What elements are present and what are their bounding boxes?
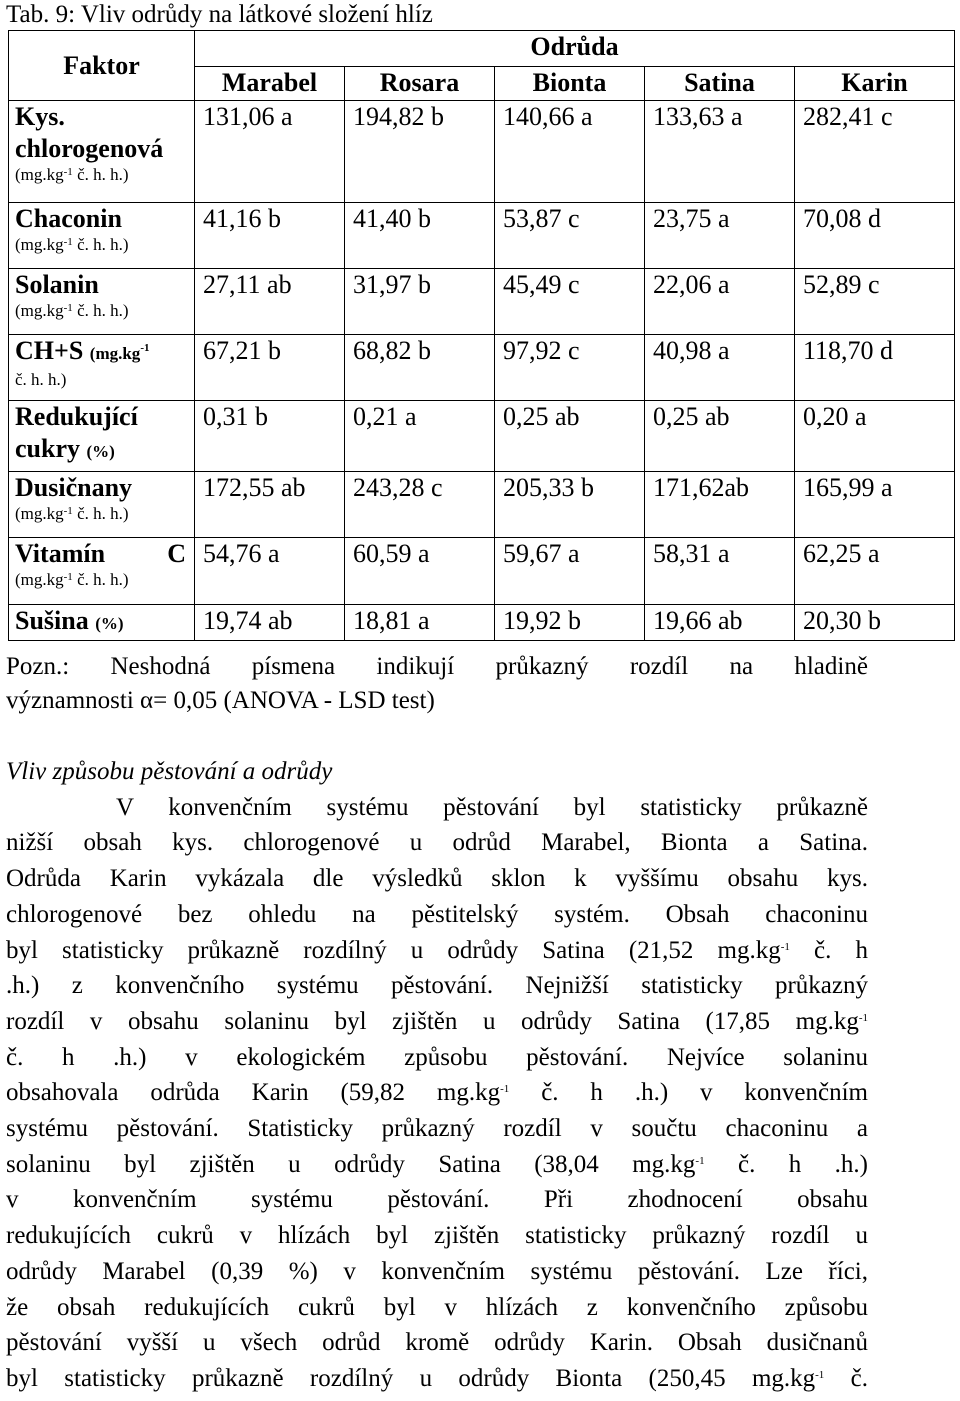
note-word: písmena xyxy=(251,653,336,680)
value-cell: 58,31 a xyxy=(645,538,795,605)
paragraph-line: V konvenčním systému pěstování byl statisticky průkazně xyxy=(116,793,868,821)
factor-name-text: CH+S xyxy=(15,336,84,365)
value-cell: 97,92 c xyxy=(495,335,645,401)
factor-name xyxy=(15,433,194,468)
factor-name-text: Solanin xyxy=(15,270,99,299)
factor-name-text: Dusičnany xyxy=(15,473,133,502)
value-cell: 19,66 ab xyxy=(645,605,795,641)
note-word: indikují xyxy=(376,653,455,680)
factor-unit: (%) xyxy=(86,442,115,461)
value-cell: 22,06 a xyxy=(645,269,795,335)
value-cell: 172,55 ab xyxy=(195,472,345,538)
value-cell: 19,74 ab xyxy=(195,605,345,641)
value-cell: 41,16 b xyxy=(195,203,345,269)
factor-name-text: Chaconin xyxy=(15,204,122,233)
factor-cell xyxy=(9,605,195,641)
note-word: na xyxy=(729,653,754,680)
value-cell: 31,97 b xyxy=(345,269,495,335)
value-cell: 0,25 ab xyxy=(645,401,795,472)
unit-exponent: -1 xyxy=(63,166,73,178)
factor-name xyxy=(15,101,194,133)
factor-name xyxy=(15,401,194,433)
paragraph-line: byl statisticky průkazně rozdílný u odrůdy Satina (21,52 $mg.kg^{-1}$ č. h xyxy=(6,936,868,964)
unit-exponent: -1 xyxy=(63,505,73,517)
unit-exponent: -1 xyxy=(63,236,73,248)
value-cell: 194,82 b xyxy=(345,101,495,203)
factor-name-text: cukry xyxy=(15,434,80,463)
paragraph-line: že obsah redukujících cukrů byl v hlízách z konvenčního způsobu xyxy=(6,1293,868,1321)
paragraph-line: obsahovala odrůda Karin (59,82 $mg.kg^{-1}$ č. h .h.) v konvenčním xyxy=(6,1079,869,1107)
value-cell: 0,20 a xyxy=(795,401,955,472)
value-cell: 19,92 b xyxy=(495,605,645,641)
factor-unit: ($mg.kg^{-1}$ č. h. h.) xyxy=(15,235,129,254)
value-cell: 0,21 a xyxy=(345,401,495,472)
variety-header-marabel: Marabel xyxy=(195,67,345,101)
value-cell: 40,98 a xyxy=(645,335,795,401)
paragraph-line: redukujících cukrů v hlízách byl zjištěn statisticky průkazný rozdíl u xyxy=(6,1222,868,1250)
factor-name xyxy=(15,133,194,165)
factor-unit: (mg.kg xyxy=(89,344,141,363)
table-note xyxy=(6,650,868,718)
paragraph-line: odrůdy Marabel (0,39 %) v konvenčním systému pěstování. Lze říci, xyxy=(6,1257,868,1285)
factor-unit-tail: č. h. h.) xyxy=(15,370,67,389)
value-cell: 45,49 c xyxy=(495,269,645,335)
factor-name xyxy=(15,605,194,640)
factor-name xyxy=(15,269,194,301)
value-cell: 133,63 a xyxy=(645,101,795,203)
unit-exponent: -1 xyxy=(63,302,73,314)
variety-header-karin: Karin xyxy=(795,67,955,101)
table-caption: Tab. 9: Vliv odrůdy na látkové složení hlíz xyxy=(6,1,433,28)
factor-unit: (%) xyxy=(95,614,124,633)
table-row xyxy=(9,472,955,538)
paragraph-line: chlorogenové bez ohledu na pěstitelský systém. Obsah chaconinu xyxy=(6,900,868,928)
text-section xyxy=(6,754,868,1397)
factor-name xyxy=(15,538,194,570)
value-cell: 18,81 a xyxy=(345,605,495,641)
paragraph-line: rozdíl v obsahu solaninu byl zjištěn u odrůdy Satina (17,85 $mg.kg^{-1}$ xyxy=(6,1007,868,1035)
note-line-2: významnosti α= 0,05 (ANOVA - LSD test) xyxy=(6,687,435,714)
paragraph-line: pěstování vyšší u všech odrůd kromě odrůdy Karin. Obsah dusičnanů xyxy=(6,1329,868,1357)
note-line-1 xyxy=(6,650,868,684)
factor-name-part: Vitamín xyxy=(15,539,106,568)
value-cell: 68,82 b xyxy=(345,335,495,401)
note-word: průkazný xyxy=(495,653,589,680)
value-cell: 243,28 c xyxy=(345,472,495,538)
value-cell: 165,99 a xyxy=(795,472,955,538)
paragraph-line: byl statisticky průkazně rozdílný u odrůdy Bionta (250,45 $mg.kg^{-1}$ č. xyxy=(6,1364,868,1392)
faktor-header: Faktor xyxy=(9,31,195,101)
value-cell: 140,66 a xyxy=(495,101,645,203)
value-cell: 52,89 c xyxy=(795,269,955,335)
note-word: hladině xyxy=(794,653,868,680)
section-paragraph xyxy=(6,790,868,1397)
value-cell: 205,33 b xyxy=(495,472,645,538)
paragraph-line: Odrůda Karin vykázala dle výsledků sklon k vyššímu obsahu kys. xyxy=(6,865,868,893)
table-row xyxy=(9,335,955,401)
table-row xyxy=(9,401,955,472)
value-cell: 67,21 b xyxy=(195,335,345,401)
factor-name xyxy=(15,203,194,235)
value-cell: 20,30 b xyxy=(795,605,955,641)
factor-cell xyxy=(9,538,195,605)
table-row xyxy=(9,203,955,269)
value-cell: 23,75 a xyxy=(645,203,795,269)
factor-name-part: C xyxy=(167,539,186,568)
value-cell: 54,76 a xyxy=(195,538,345,605)
value-cell: 282,41 c xyxy=(795,101,955,203)
factor-cell xyxy=(9,269,195,335)
paragraph-line: .h.) z konvenčního systému pěstování. Nejnižší statisticky průkazný xyxy=(6,972,868,1000)
variety-header-bionta: Bionta xyxy=(495,67,645,101)
value-cell: 53,87 c xyxy=(495,203,645,269)
value-cell: 41,40 b xyxy=(345,203,495,269)
factor-cell xyxy=(9,335,195,401)
exponent: -1 xyxy=(858,1011,868,1024)
variety-header-rosara: Rosara xyxy=(345,67,495,101)
value-cell: 70,08 d xyxy=(795,203,955,269)
exponent: -1 xyxy=(695,1154,705,1167)
factor-name-text: Sušina xyxy=(15,606,89,635)
value-cell: 59,67 a xyxy=(495,538,645,605)
factor-name-text: Kys. xyxy=(15,102,65,131)
unit-exponent: -1 xyxy=(63,571,73,583)
factor-unit: ($mg.kg^{-1}$ č. h. h.) xyxy=(15,570,129,589)
paragraph-line: č. h .h.) v ekologickém způsobu pěstování. Nejvíce solaninu xyxy=(6,1043,868,1071)
factor-cell xyxy=(9,401,195,472)
table-row xyxy=(9,269,955,335)
factor-unit: ($mg.kg^{-1}$ č. h. h.) xyxy=(15,504,129,523)
paragraph-line: nižší obsah kys. chlorogenové u odrůd Marabel, Bionta a Satina. xyxy=(6,829,868,857)
note-word: rozdíl xyxy=(629,653,689,680)
value-cell: 118,70 d xyxy=(795,335,955,401)
exponent: -1 xyxy=(815,1368,825,1381)
paragraph-line: v konvenčním systému pěstování. Při zhodnocení obsahu xyxy=(6,1186,868,1214)
table-row xyxy=(9,538,955,605)
factor-name-text: chlorogenová xyxy=(15,134,164,163)
factor-name-text: Redukující xyxy=(15,402,138,431)
table-row xyxy=(9,101,955,203)
composition-table xyxy=(8,30,955,641)
factor-unit: ($mg.kg^{-1}$ č. h. h.) xyxy=(15,301,129,320)
exponent: -1 xyxy=(500,1083,510,1096)
paragraph-line: solaninu byl zjištěn u odrůdy Satina (38,04 $mg.kg^{-1}$ č. h .h.) xyxy=(6,1150,868,1178)
value-cell: 60,59 a xyxy=(345,538,495,605)
note-word: Neshodná xyxy=(110,653,211,680)
factor-cell xyxy=(9,101,195,203)
value-cell: 131,06 a xyxy=(195,101,345,203)
paragraph-line: systému pěstování. Statisticky průkazný rozdíl v součtu chaconinu a xyxy=(6,1115,868,1143)
factor-cell xyxy=(9,472,195,538)
value-cell: 0,25 ab xyxy=(495,401,645,472)
section-title: Vliv způsobu pěstování a odrůdy xyxy=(6,758,333,785)
note-word: Pozn.: xyxy=(6,653,70,680)
factor-name xyxy=(15,472,194,504)
value-cell: 27,11 ab xyxy=(195,269,345,335)
table-row xyxy=(9,605,955,641)
unit-exponent: -1 xyxy=(140,342,150,354)
value-cell: 0,31 b xyxy=(195,401,345,472)
value-cell: 62,25 a xyxy=(795,538,955,605)
value-cell: 171,62ab xyxy=(645,472,795,538)
odruda-header: Odrůda xyxy=(195,31,955,67)
exponent: -1 xyxy=(780,940,790,953)
variety-header-satina: Satina xyxy=(645,67,795,101)
factor-cell xyxy=(9,203,195,269)
factor-name xyxy=(15,335,194,370)
factor-unit: ($mg.kg^{-1}$ č. h. h.) xyxy=(15,165,129,184)
